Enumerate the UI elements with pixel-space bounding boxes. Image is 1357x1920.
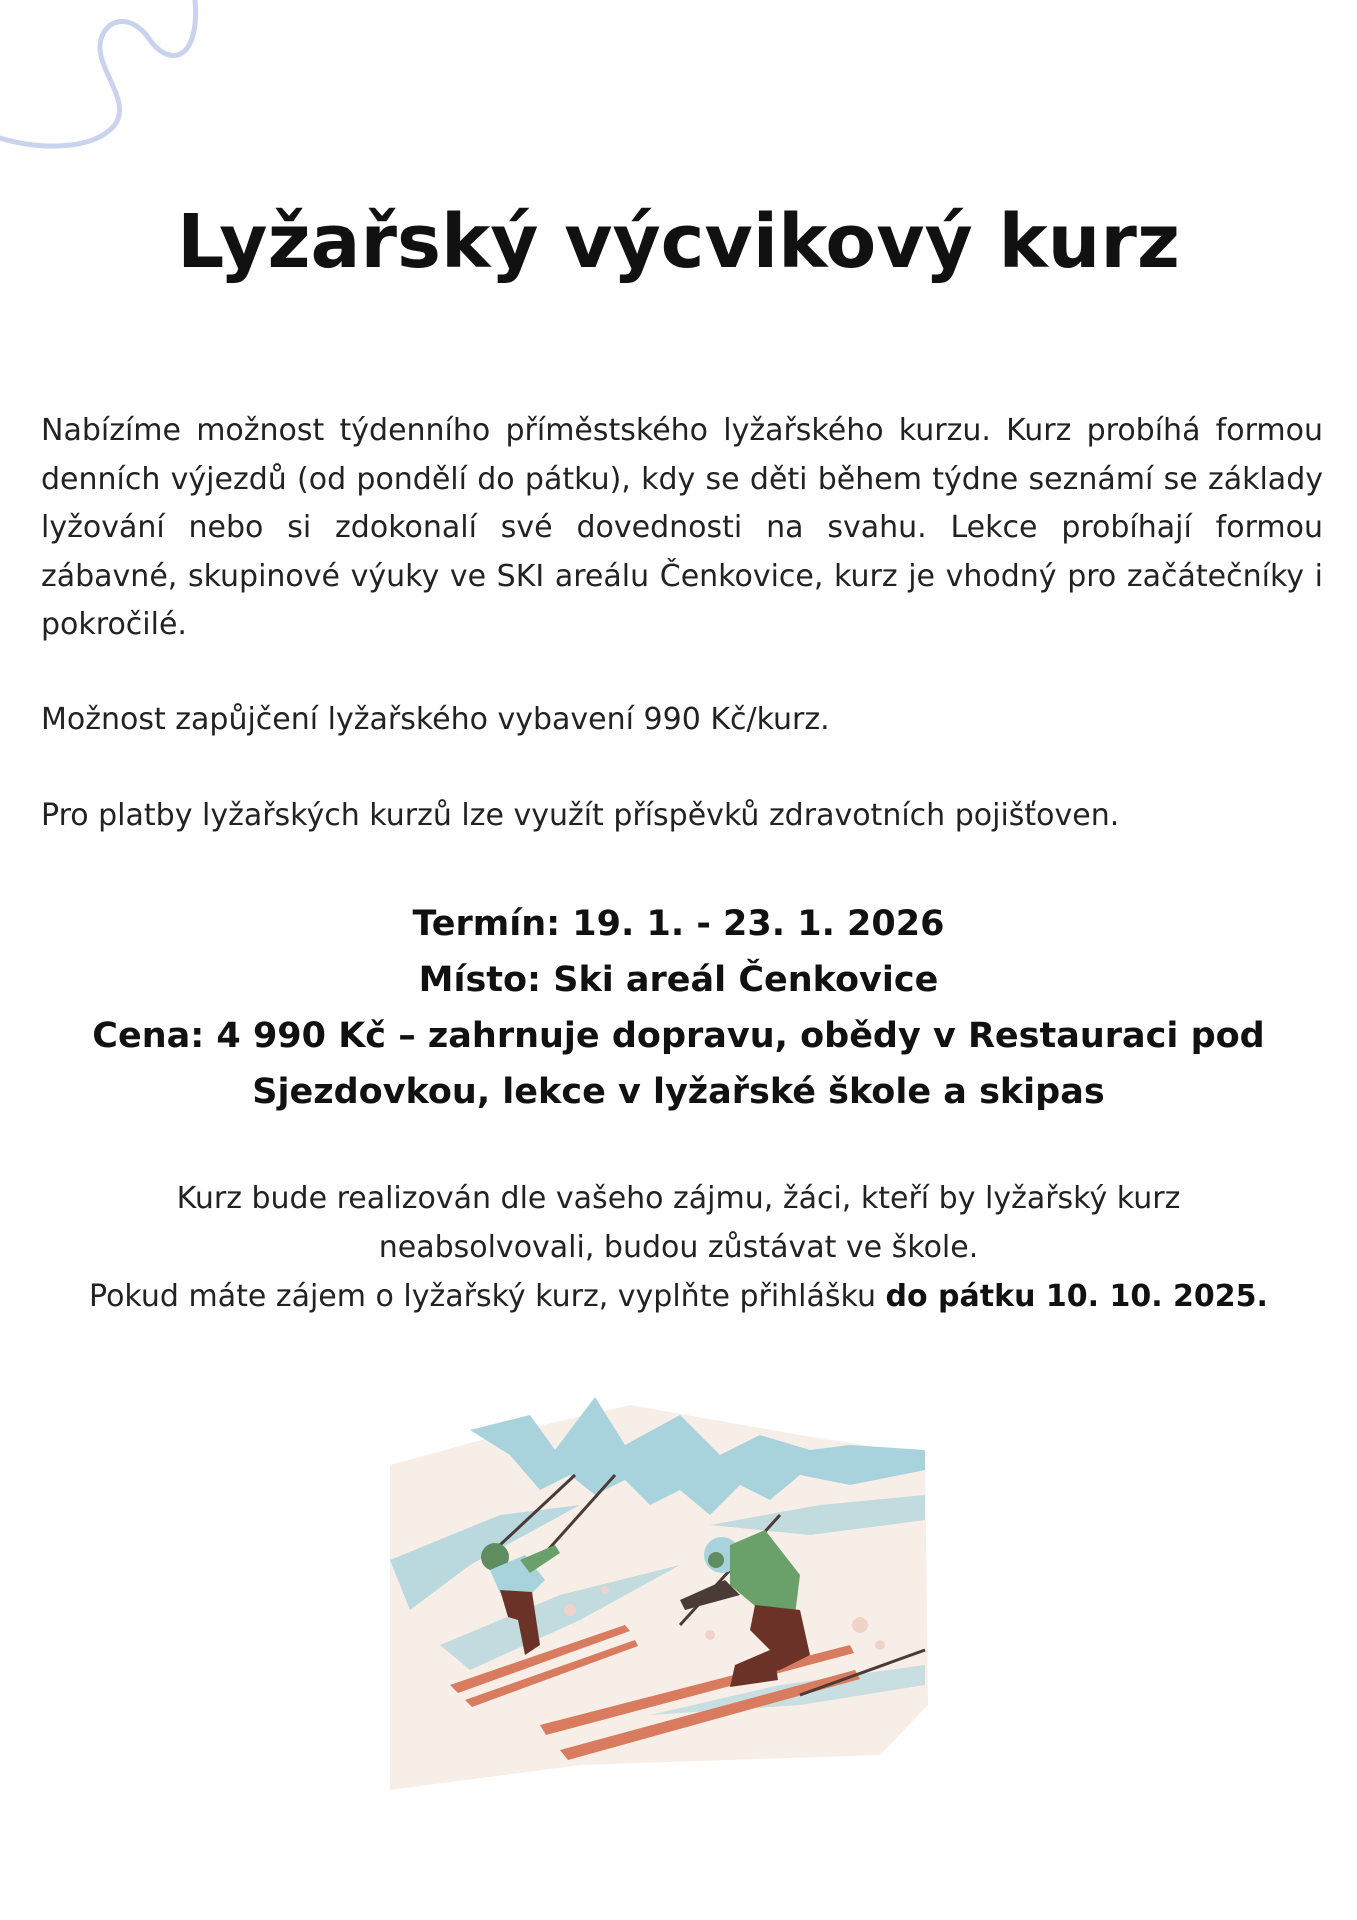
snow-dot	[705, 1630, 715, 1640]
snow-dot	[852, 1617, 868, 1633]
note-line-3-prefix: Pokud máte zájem o lyžařský kurz, vyplňte přihlášku	[89, 1279, 886, 1314]
term-line: Termín: 19. 1. - 23. 1. 2026	[412, 904, 945, 944]
note-line-3	[60, 1272, 1297, 1321]
subsidy-paragraph: Pro platby lyžařských kurzů lze využít příspěvků zdravotních pojišťoven.	[41, 798, 1120, 833]
note-line-2: neabsolvovali, budou zůstávat ve škole.	[378, 1230, 979, 1265]
place-line: Místo: Ski areál Čenkovice	[418, 960, 939, 1000]
registration-note	[60, 1174, 1297, 1321]
skiers-illustration	[380, 1395, 930, 1790]
price-line-2: Sjezdovkou, lekce v lyžařské škole a skipas	[252, 1072, 1105, 1112]
deadline-text: do pátku 10. 10. 2025.	[885, 1279, 1268, 1314]
snow-dot	[875, 1640, 885, 1650]
rental-paragraph: Možnost zapůjčení lyžařského vybavení 990 Kč/kurz.	[41, 702, 830, 737]
price-line-1: Cena: 4 990 Kč – zahrnuje dopravu, obědy v Restauraci pod	[92, 1016, 1265, 1056]
intro-paragraph: Nabízíme možnost týdenního příměstského lyžařského kurzu. Kurz probíhá formou denních výjezdů (od pondělí do pátku), kdy se děti během týdne seznámí se základy lyžování nebo si zdokonalí své dovednosti na svahu. Lekce probíhají formou zábavné, skupinové výuky ve SKI areálu Čenkovice, kurz je vhodný pro začátečníky i pokročilé.	[41, 413, 1323, 642]
note-line-1: Kurz bude realizován dle vašeho zájmu, žáci, kteří by lyžařský kurz	[176, 1181, 1181, 1216]
snow-dot	[564, 1604, 576, 1616]
corner-swirl-decoration	[0, 0, 220, 160]
course-details	[60, 896, 1297, 1120]
page-title: Lyžařský výcvikový kurz	[177, 199, 1180, 285]
snow-dot	[601, 1586, 609, 1594]
goggle-right	[708, 1552, 724, 1568]
